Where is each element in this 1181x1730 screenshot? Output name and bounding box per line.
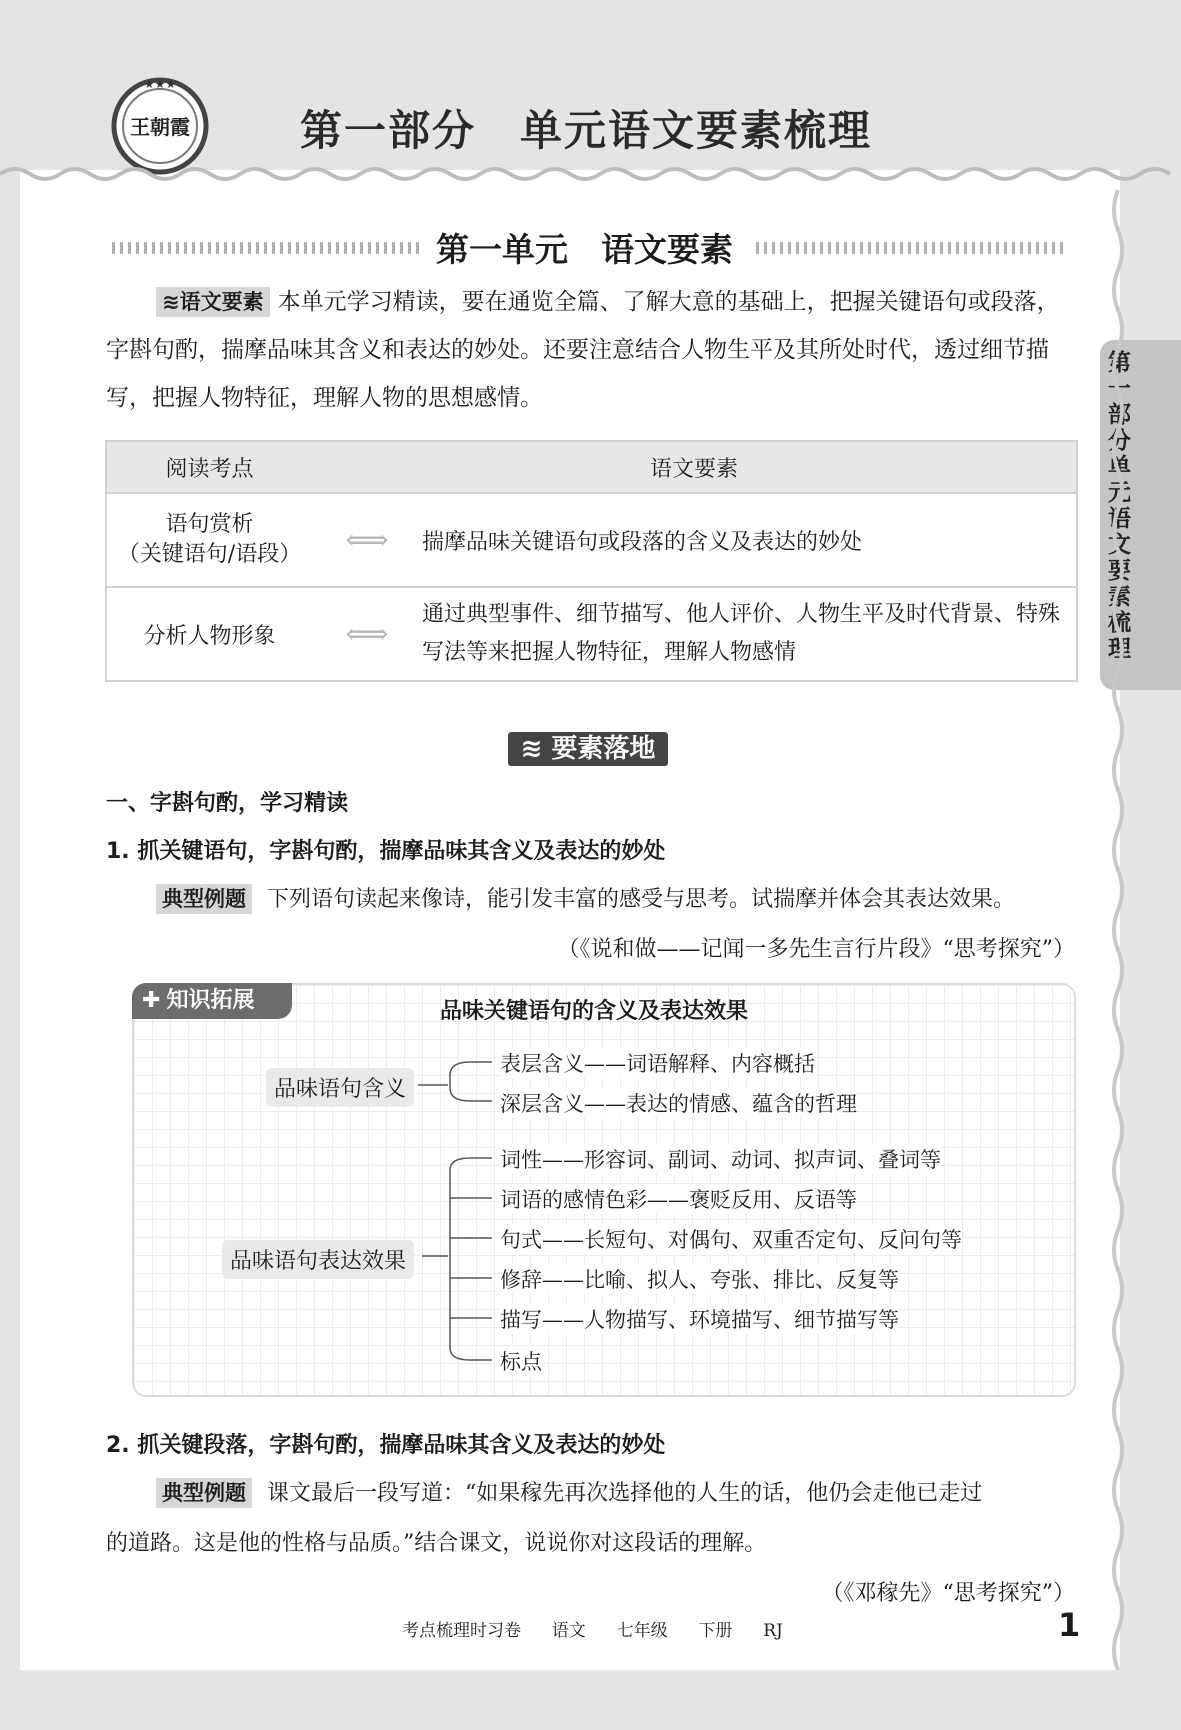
mindmap-leaf: 深层含义——表达的情感、蕴含的哲理 (500, 1088, 857, 1118)
table-cell: 揣摩品味关键语句或段落的含义及表达的妙处 (422, 529, 863, 555)
subsection-heading: 2. 抓关键段落，字斟句酌，揣摩品味其含义及表达的妙处 (106, 1433, 666, 1458)
part-title: 第一部分 单元语文要素梳理 (300, 106, 873, 155)
intro-tag: ≋语文要素 (156, 287, 270, 317)
example-question: 典型例题 课文最后一段写道：“如果稼先再次选择他的人生的话，他仍会走他已走过 (156, 1476, 982, 1508)
knowledge-tag: ✚ 知识拓展 (132, 983, 292, 1019)
svg-text:★★★: ★★★ (143, 77, 177, 91)
example-source: （《邓稼先》“思考探究”） (821, 1581, 1075, 1606)
page-number: 1 (1058, 1606, 1081, 1644)
svg-text:王朝霞: 王朝霞 (130, 115, 190, 139)
mindmap-node: 品味语句含义 (266, 1068, 414, 1107)
example-tag: 典型例题 (156, 884, 252, 914)
example-source: （《说和做——记闻一多先生言行片段》“思考探究”） (557, 937, 1075, 962)
table-cell: 语句赏析 （关键语句/语段） (117, 512, 302, 567)
table-cell: 通过典型事件、细节描写、他人评价、人物生平及时代背景、特殊写法等来把握人物特征，理解人物感情 (422, 602, 1061, 665)
puzzle-icon: ✚ (142, 988, 161, 1013)
side-tab-label: 第一部分 单元语文要素梳理 (1108, 350, 1131, 662)
unit-intro: ≋语文要素 本单元学习精读，要在通览全篇、了解大意的基础上，把握关键语句或段落，字斟句酌，揣摩品味其含义和表达的妙处。还要注意结合人物生平及其所处时代，透过细节描写，把握人物特征，理解人物的思想感情。 (106, 289, 1060, 411)
knowledge-title: 品味关键语句的含义及表达效果 (440, 999, 749, 1024)
mindmap-leaf: 句式——长短句、对偶句、双重否定句、反问句等 (500, 1224, 962, 1254)
table-cell: 分析人物形象 (143, 623, 276, 649)
subsection-heading: 1. 抓关键语句，字斟句酌，揣摩品味其含义及表达的妙处 (106, 839, 666, 864)
mindmap-leaf: 词语的感情色彩——褒贬反用、反语等 (500, 1184, 857, 1214)
double-arrow-icon: ⟺ (345, 522, 389, 558)
example-question-continued: 的道路。这是他的性格与品质。”结合课文，说说你对这段话的理解。 (106, 1531, 767, 1556)
header-cell: 阅读考点 (165, 456, 254, 482)
mindmap-leaf: 修辞——比喻、拟人、夸张、排比、反复等 (500, 1264, 899, 1294)
mindmap-leaf: 词性——形容词、副词、动词、拟声词、叠词等 (500, 1144, 941, 1174)
mindmap-leaf: 表层含义——词语解释、内容概括 (500, 1048, 815, 1078)
example-tag: 典型例题 (156, 1478, 252, 1508)
essentials-banner: ≋ 要素落地 (508, 732, 668, 766)
wave-icon: ≋ (162, 290, 180, 314)
footer-text: 考点梳理时习卷 语文 七年级 下册 RJ (402, 1621, 783, 1641)
unit-title: 第一单元 语文要素 (436, 230, 733, 269)
mindmap-node: 品味语句表达效果 (222, 1240, 414, 1279)
header-cell: 语文要素 (649, 456, 738, 482)
example-question: 典型例题 下列语句读起来像诗，能引发丰富的感受与思考。试揣摩并体会其表达效果。 (156, 882, 1015, 914)
double-arrow-icon: ⟺ (345, 616, 389, 652)
mindmap-leaf: 标点 (500, 1346, 542, 1376)
section-heading: 一、字斟句酌，学习精读 (106, 791, 349, 816)
mindmap-leaf: 描写——人物描写、环境描写、细节描写等 (500, 1304, 899, 1334)
